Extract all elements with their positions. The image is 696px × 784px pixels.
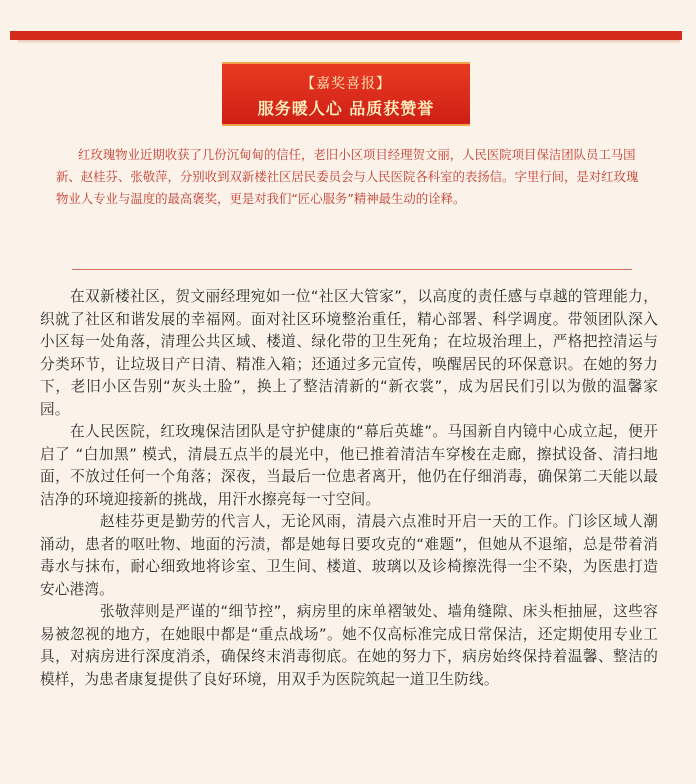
top-bar-shadow [18, 40, 680, 44]
section-divider [72, 269, 632, 270]
badge-subtitle: 服务暖人心 品质获赞誉 [257, 99, 435, 118]
top-red-bar [10, 31, 682, 40]
badge-title: 【嘉奖喜报】 [301, 76, 391, 92]
paragraph-hospital-ma: 在人民医院，红玫瑰保洁团队是守护健康的“幕后英雄”。马国新自内镜中心成立起，便开启了 “白加黑” 模式，清晨五点半的晨光中，他已推着清洁车穿梭在走廊，擦拭设备、清扫地面，不放过任何一个角落；深夜，当最后一位患者离开，他仍在仔细消毒，确保第二天能以最洁净的环境迎接新的挑战，用汗水擦亮每一寸空间。 [40, 423, 658, 508]
paragraph-zhao: 赵桂芬更是勤劳的代言人，无论风雨，清晨六点准时开启一天的工作。门诊区域人潮涌动，患者的呕吐物、地面的污渍，都是她每日要攻克的“难题”，但她从不退缩，总是带着消毒水与抹布，耐心细致地将诊室、卫生间、楼道、玻璃以及诊椅擦洗得一尘不染，为医患打造安心港湾。 [40, 513, 658, 598]
article-body [40, 286, 658, 691]
intro-paragraph: 红玫瑰物业近期收获了几份沉甸甸的信任，老旧小区项目经理贺文丽，人民医院项目保洁团队员工马国新、赵桂芬、张敬萍，分别收到双新楼社区居民委员会与人民医院各科室的表扬信。字里行间，是对红玫瑰物业人专业与温度的最高褒奖，更是对我们“匠心服务”精神最生动的诠释。 [56, 147, 639, 206]
paragraph-zhang: 张敬萍则是严谨的“细节控”，病房里的床单褶皱处、墙角缝隙、床头柜抽屉，这些容易被忽视的地方，在她眼中都是“重点战场”。她不仅高标准完成日常保洁，还定期使用专业工具，对病房进行深度消杀，确保终末消毒彻底。在她的努力下，病房始终保持着温馨、整洁的模样，为患者康复提供了良好环境，用双手为医院筑起一道卫生防线。 [40, 603, 658, 688]
award-badge [222, 62, 470, 126]
paragraph-community: 在双新楼社区，贺文丽经理宛如一位“社区大管家”，以高度的责任感与卓越的管理能力，织就了社区和谐发展的幸福网。面对社区环境整治重任，精心部署、科学调度。带领团队深入小区每一处角落，清理公共区域、楼道、绿化带的卫生死角；在垃圾治理上，严格把控清运与分类环节，让垃圾日产日清、精准入箱；还通过多元宣传，唤醒居民的环保意识。在她的努力下，老旧小区告别“灰头土脸”，换上了整洁清新的“新衣裳”，成为居民们引以为傲的温馨家园。 [40, 288, 658, 418]
